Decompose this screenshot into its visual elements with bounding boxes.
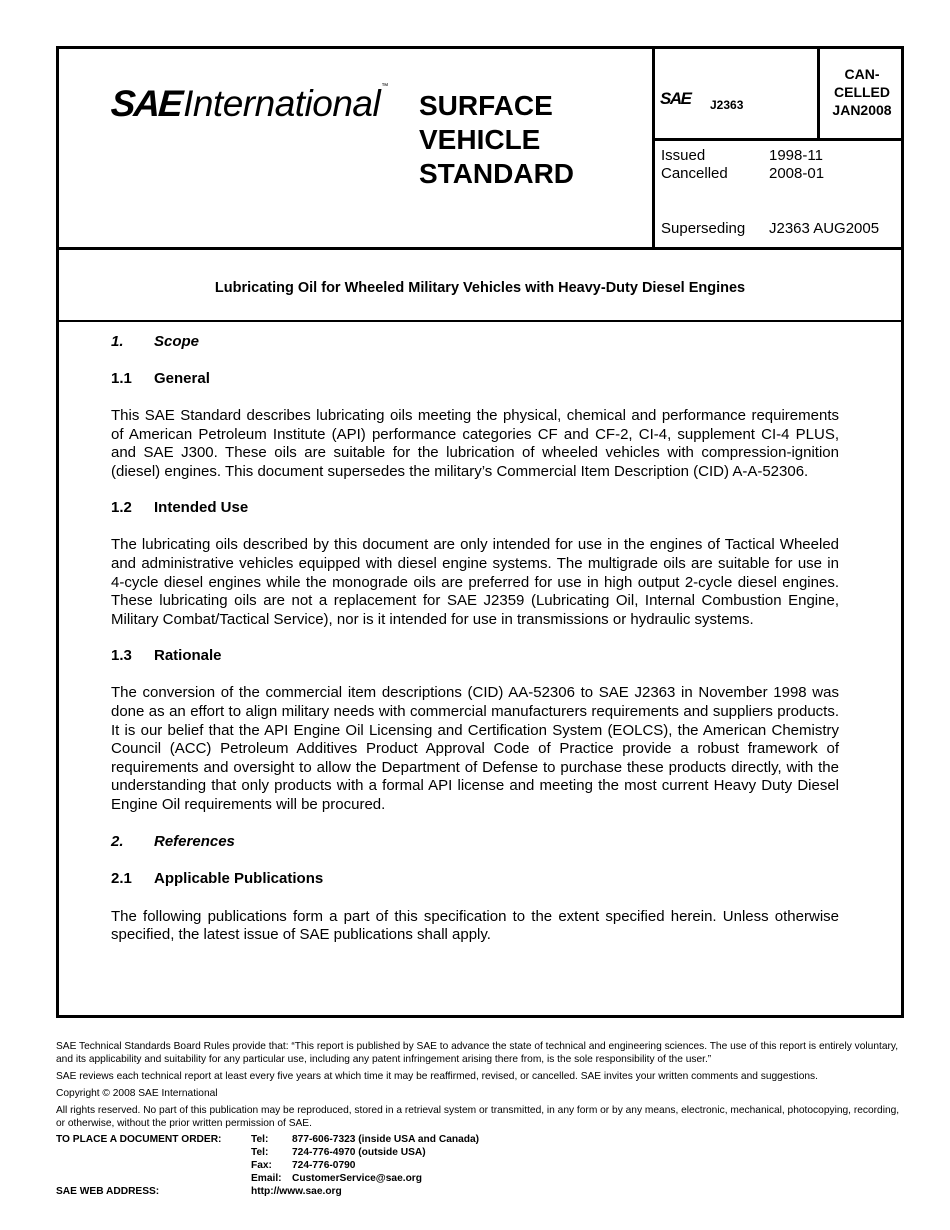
sae-international-logo xyxy=(111,83,388,127)
section-number: 1.1 xyxy=(111,370,132,387)
section-number: 1.2 xyxy=(111,499,132,517)
contact-type: Tel: xyxy=(251,1147,269,1158)
status-line: JAN2008 xyxy=(832,102,892,118)
paragraph-general: This SAE Standard describes lubricating oils meeting the physical, chemical and performance requirements of American Petroleum Institute (API) performance categories CF and CF-2, CI-4, supplement CI-4 PLUS, and SAE J300. These oils are suitable for the lubrication of wheeled vehicles with compression-ignition (diesel) engines. This document supersedes the military’s Commercial Item Description (CID) A-A-52306. xyxy=(111,407,839,480)
section-heading-references xyxy=(111,833,839,852)
document-header xyxy=(59,49,901,250)
footer-review: SAE reviews each technical report at least every five years at which time it may be reaffirmed, revised, or cancelled. SAE invites your written comments and suggestions. xyxy=(56,1071,818,1082)
document-body xyxy=(111,333,839,945)
document-meta-box xyxy=(652,46,904,247)
section-label: Intended Use xyxy=(154,499,249,517)
order-row xyxy=(56,1146,656,1159)
issued-label: Issued xyxy=(661,147,706,164)
cancelled-label: Cancelled xyxy=(661,165,728,182)
section-heading-intended-use xyxy=(111,499,839,518)
section-number: 2.1 xyxy=(111,869,132,887)
document-title: Lubricating Oil for Wheeled Military Vehicles with Heavy-Duty Diesel Engines xyxy=(214,280,746,296)
superseding-value: J2363 AUG2005 xyxy=(769,220,880,237)
contact-email[interactable]: CustomerService@sae.org xyxy=(292,1173,422,1184)
section-label: Rationale xyxy=(154,647,222,665)
contact-value: 724-776-4970 (outside USA) xyxy=(292,1147,426,1158)
section-heading-general xyxy=(111,370,839,389)
title-band xyxy=(59,250,901,322)
standard-type-line: STANDARD xyxy=(419,158,575,189)
web-address-link[interactable]: http://www.sae.org xyxy=(251,1186,342,1197)
paragraph-intended-use: The lubricating oils described by this document are only intended for use in the engines of Tactical Wheeled and administrative vehicles equipped with diesel engine systems. The multigrade oils are suitable for use in 4-cycle diesel engines while the monograde oils are preferred for use in high output 2-cycle diesel engines. These lubricating oils are not a replacement for SAE J2359 (Lubricating Oil, Internal Combustion Engine, Military Combat/Tactical Service), nor is it intended for use in transmissions or hydraulic systems. xyxy=(111,536,839,628)
contact-value: 724-776-0790 xyxy=(292,1160,356,1171)
paragraph-rationale: The conversion of the commercial item descriptions (CID) AA-52306 to SAE J2363 in November 1998 was done as an effort to align military needs with commercial manufacturers requirements and suppliers products. It is our belief that the API Engine Oil Licensing and Certification System (EOLCS), the American Chemistry Council (ACC) Petroleum Additives Product Approval Code of Practice provide a robust framework of requirements and oversight to allow the Department of Defense to purchase these products directly, with the understanding that only products with a formal API license and meeting the most current Heavy Duty Diesel Engine Oil requirements will be procured. xyxy=(111,684,839,813)
document-frame xyxy=(56,46,904,1018)
section-number: 1.3 xyxy=(111,647,132,665)
contact-type: Tel: xyxy=(251,1134,269,1145)
order-row xyxy=(56,1133,656,1146)
standard-type-line: VEHICLE xyxy=(419,124,541,155)
standard-type xyxy=(419,89,639,191)
doc-number: J2363 xyxy=(710,98,744,112)
cancelled-value: 2008-01 xyxy=(769,165,825,182)
logo-word: International xyxy=(183,83,381,124)
section-number: 1. xyxy=(111,333,124,350)
contact-type: Fax: xyxy=(251,1160,272,1171)
footer-rights: All rights reserved. No part of this publication may be reproduced, stored in a retrieval system or transmitted, in any form or by any means, electronic, mechanical, photocopying, recording, or otherwise, without the prior written permission of SAE. xyxy=(56,1105,900,1129)
section-label: Applicable Publications xyxy=(154,869,324,887)
doc-brand: SAE xyxy=(660,89,691,108)
logo-trademark: ™ xyxy=(381,83,389,90)
issued-row xyxy=(661,147,823,164)
section-heading-scope xyxy=(111,333,839,352)
issued-value: 1998-11 xyxy=(769,147,823,164)
section-number: 2. xyxy=(111,832,124,850)
doc-number-cell xyxy=(655,46,820,138)
contact-type: Email: xyxy=(251,1173,282,1184)
section-label: References xyxy=(154,832,235,850)
section-label: General xyxy=(154,370,210,387)
order-info xyxy=(56,1133,656,1198)
order-row xyxy=(56,1185,656,1198)
status-badge xyxy=(820,46,904,138)
footer-rules: SAE Technical Standards Board Rules provide that: “This report is published by SAE to advance the state of technical and engineering sciences. The use of this report is entirely voluntary, and its applicability and suitability for any particular use, including any patent infringement arising there from, is the sole responsibility of the user.” xyxy=(56,1041,899,1065)
order-label: TO PLACE A DOCUMENT ORDER: xyxy=(56,1134,222,1145)
footer-copyright: Copyright © 2008 SAE International xyxy=(56,1088,218,1099)
status-line: CELLED xyxy=(834,84,890,100)
superseding-row xyxy=(661,220,879,237)
logo-brand: SAE xyxy=(109,83,183,124)
page-footer xyxy=(56,1040,908,1197)
section-heading-applicable-publications xyxy=(111,870,839,889)
order-row xyxy=(56,1159,656,1172)
paragraph-applicable-publications: The following publications form a part of this specification to the extent specified herein. Unless otherwise specified, the latest issue of SAE publications shall apply. xyxy=(111,907,839,944)
web-label: SAE WEB ADDRESS: xyxy=(56,1186,160,1197)
cancelled-row xyxy=(661,165,824,182)
section-heading-rationale xyxy=(111,647,839,666)
meta-top-row xyxy=(655,46,904,141)
status-line: CAN- xyxy=(844,66,880,82)
standard-type-line: SURFACE xyxy=(419,90,553,121)
order-row xyxy=(56,1172,656,1185)
contact-value: 877-606-7323 (inside USA and Canada) xyxy=(292,1134,480,1145)
superseding-label: Superseding xyxy=(661,220,746,237)
section-label: Scope xyxy=(154,333,200,350)
